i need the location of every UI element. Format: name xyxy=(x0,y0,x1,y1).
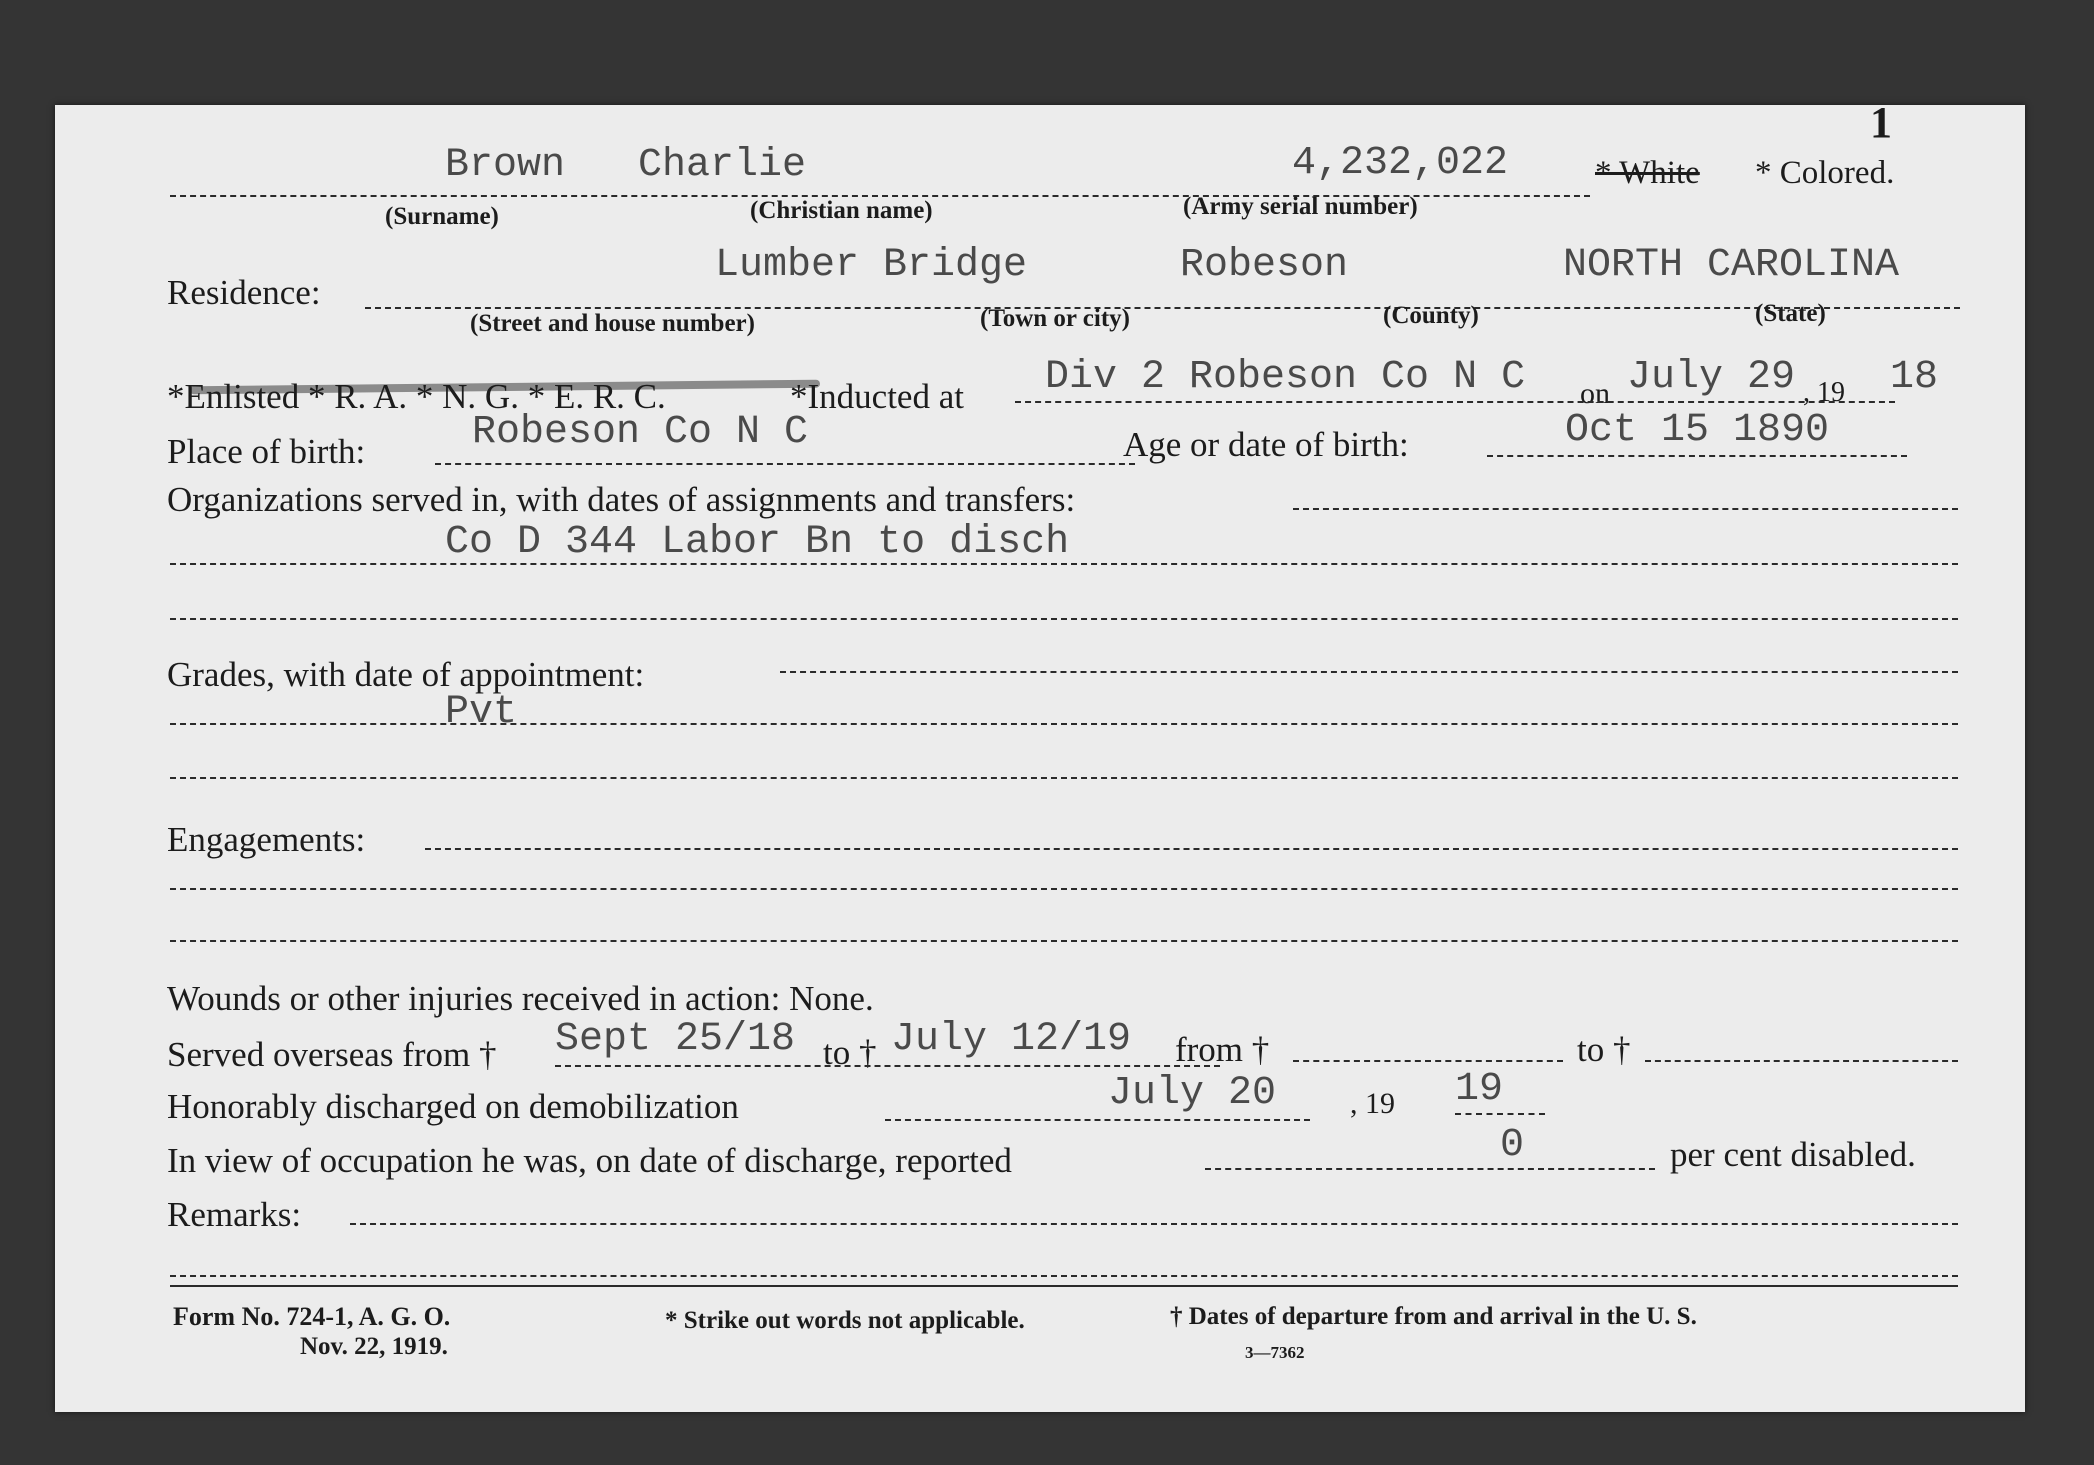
remarks-line-1 xyxy=(350,1223,1958,1225)
discharge-line xyxy=(885,1119,1310,1121)
engagements-line-1 xyxy=(425,848,1958,850)
disability-label: In view of occupation he was, on date of discharge, reported xyxy=(167,1141,1012,1180)
strike-note: * Strike out words not applicable. xyxy=(665,1307,1025,1334)
organizations-value: Co D 344 Labor Bn to disch xyxy=(445,520,1070,565)
engagements-line-2 xyxy=(170,888,1958,890)
print-code: 3—7362 xyxy=(1245,1343,1305,1362)
overseas-line-2 xyxy=(1293,1060,1563,1062)
discharge-year-prefix: , 19 xyxy=(1350,1087,1395,1120)
overseas-departure-value: Sept 25/18 xyxy=(555,1017,796,1062)
organizations-line-1 xyxy=(1293,508,1958,510)
surname-value: Brown xyxy=(445,143,566,188)
enlisted-options: *Enlisted * R. A. * N. G. * E. R. C. xyxy=(167,377,666,416)
overseas-from-label: Served overseas from † xyxy=(167,1035,497,1074)
grades-label: Grades, with date of appointment: xyxy=(167,655,645,694)
induction-year-value: 18 xyxy=(1890,355,1939,400)
date-of-birth-line xyxy=(1487,455,1907,457)
footer-rule xyxy=(170,1285,1958,1287)
discharge-date-value: July 20 xyxy=(1108,1071,1277,1116)
residence-label: Residence: xyxy=(167,273,321,312)
disability-suffix: per cent disabled. xyxy=(1670,1135,1916,1174)
page-number: 1 xyxy=(1870,98,1892,147)
organizations-line-2 xyxy=(170,563,1958,565)
grades-value: Pvt xyxy=(445,690,518,735)
place-of-birth-value: Robeson Co N C xyxy=(472,410,809,455)
induction-line xyxy=(1015,401,1895,403)
grades-line-3 xyxy=(170,777,1958,779)
induction-year-prefix: , 19 xyxy=(1803,377,1845,408)
race-white-struck: * White xyxy=(1595,155,1700,191)
inducted-at-label: *Inducted at xyxy=(790,377,964,416)
street-caption: (Street and house number) xyxy=(470,310,755,337)
residence-county-value: Robeson xyxy=(1180,243,1349,288)
remarks-label: Remarks: xyxy=(167,1195,302,1234)
disability-line xyxy=(1205,1168,1655,1170)
place-of-birth-line xyxy=(435,463,1135,465)
organizations-label: Organizations served in, with dates of assignments and transfers: xyxy=(167,480,1076,519)
discharge-year-line xyxy=(1455,1113,1545,1115)
surname-caption: (Surname) xyxy=(385,203,499,230)
residence-town-value: Lumber Bridge xyxy=(715,243,1028,288)
serial-number-value: 4,232,022 xyxy=(1292,141,1509,186)
form-number: Form No. 724-1, A. G. O. xyxy=(173,1302,451,1331)
serial-number-caption: (Army serial number) xyxy=(1183,193,1418,220)
place-of-birth-label: Place of birth: xyxy=(167,432,366,471)
dates-note: † Dates of departure from and arrival in the U. S. xyxy=(1170,1303,1697,1330)
form-date: Nov. 22, 1919. xyxy=(300,1333,448,1360)
age-dob-label: Age or date of birth: xyxy=(1123,425,1409,464)
race-colored: * Colored. xyxy=(1755,155,1895,191)
service-record-card xyxy=(55,98,2025,1412)
date-of-birth-value: Oct 15 1890 xyxy=(1565,408,1830,453)
state-caption: (State) xyxy=(1755,300,1826,327)
engagements-label: Engagements: xyxy=(167,820,366,859)
grades-line-2 xyxy=(170,723,1958,725)
induction-date-value: July 29 xyxy=(1627,355,1796,400)
organizations-line-3 xyxy=(170,618,1958,620)
engagements-line-3 xyxy=(170,940,1958,942)
remarks-line-2 xyxy=(170,1275,1958,1277)
christian-name-caption: (Christian name) xyxy=(750,197,933,224)
wounds-label: Wounds or other injuries received in action: None. xyxy=(167,979,874,1018)
overseas-line-1 xyxy=(555,1065,1220,1067)
overseas-arrival-value: July 12/19 xyxy=(891,1017,1132,1062)
residence-line xyxy=(365,307,1960,309)
christian-name-value: Charlie xyxy=(638,143,807,188)
inducted-at-value: Div 2 Robeson Co N C xyxy=(1045,355,1526,400)
overseas-to-label-2: to † xyxy=(1577,1030,1631,1069)
overseas-to-label: to † xyxy=(823,1033,877,1072)
grades-line-1 xyxy=(780,671,1958,673)
discharge-year-value: 19 xyxy=(1455,1067,1504,1112)
town-caption: (Town or city) xyxy=(980,305,1130,332)
county-caption: (County) xyxy=(1383,302,1479,329)
discharge-label: Honorably discharged on demobilization xyxy=(167,1087,739,1126)
disability-percent-value: 0 xyxy=(1500,1123,1525,1168)
induction-on-label: on xyxy=(1580,377,1610,410)
overseas-line-3 xyxy=(1645,1060,1958,1062)
overseas-from-label-2: from † xyxy=(1175,1030,1270,1069)
residence-state-value: NORTH CAROLINA xyxy=(1563,243,1900,288)
